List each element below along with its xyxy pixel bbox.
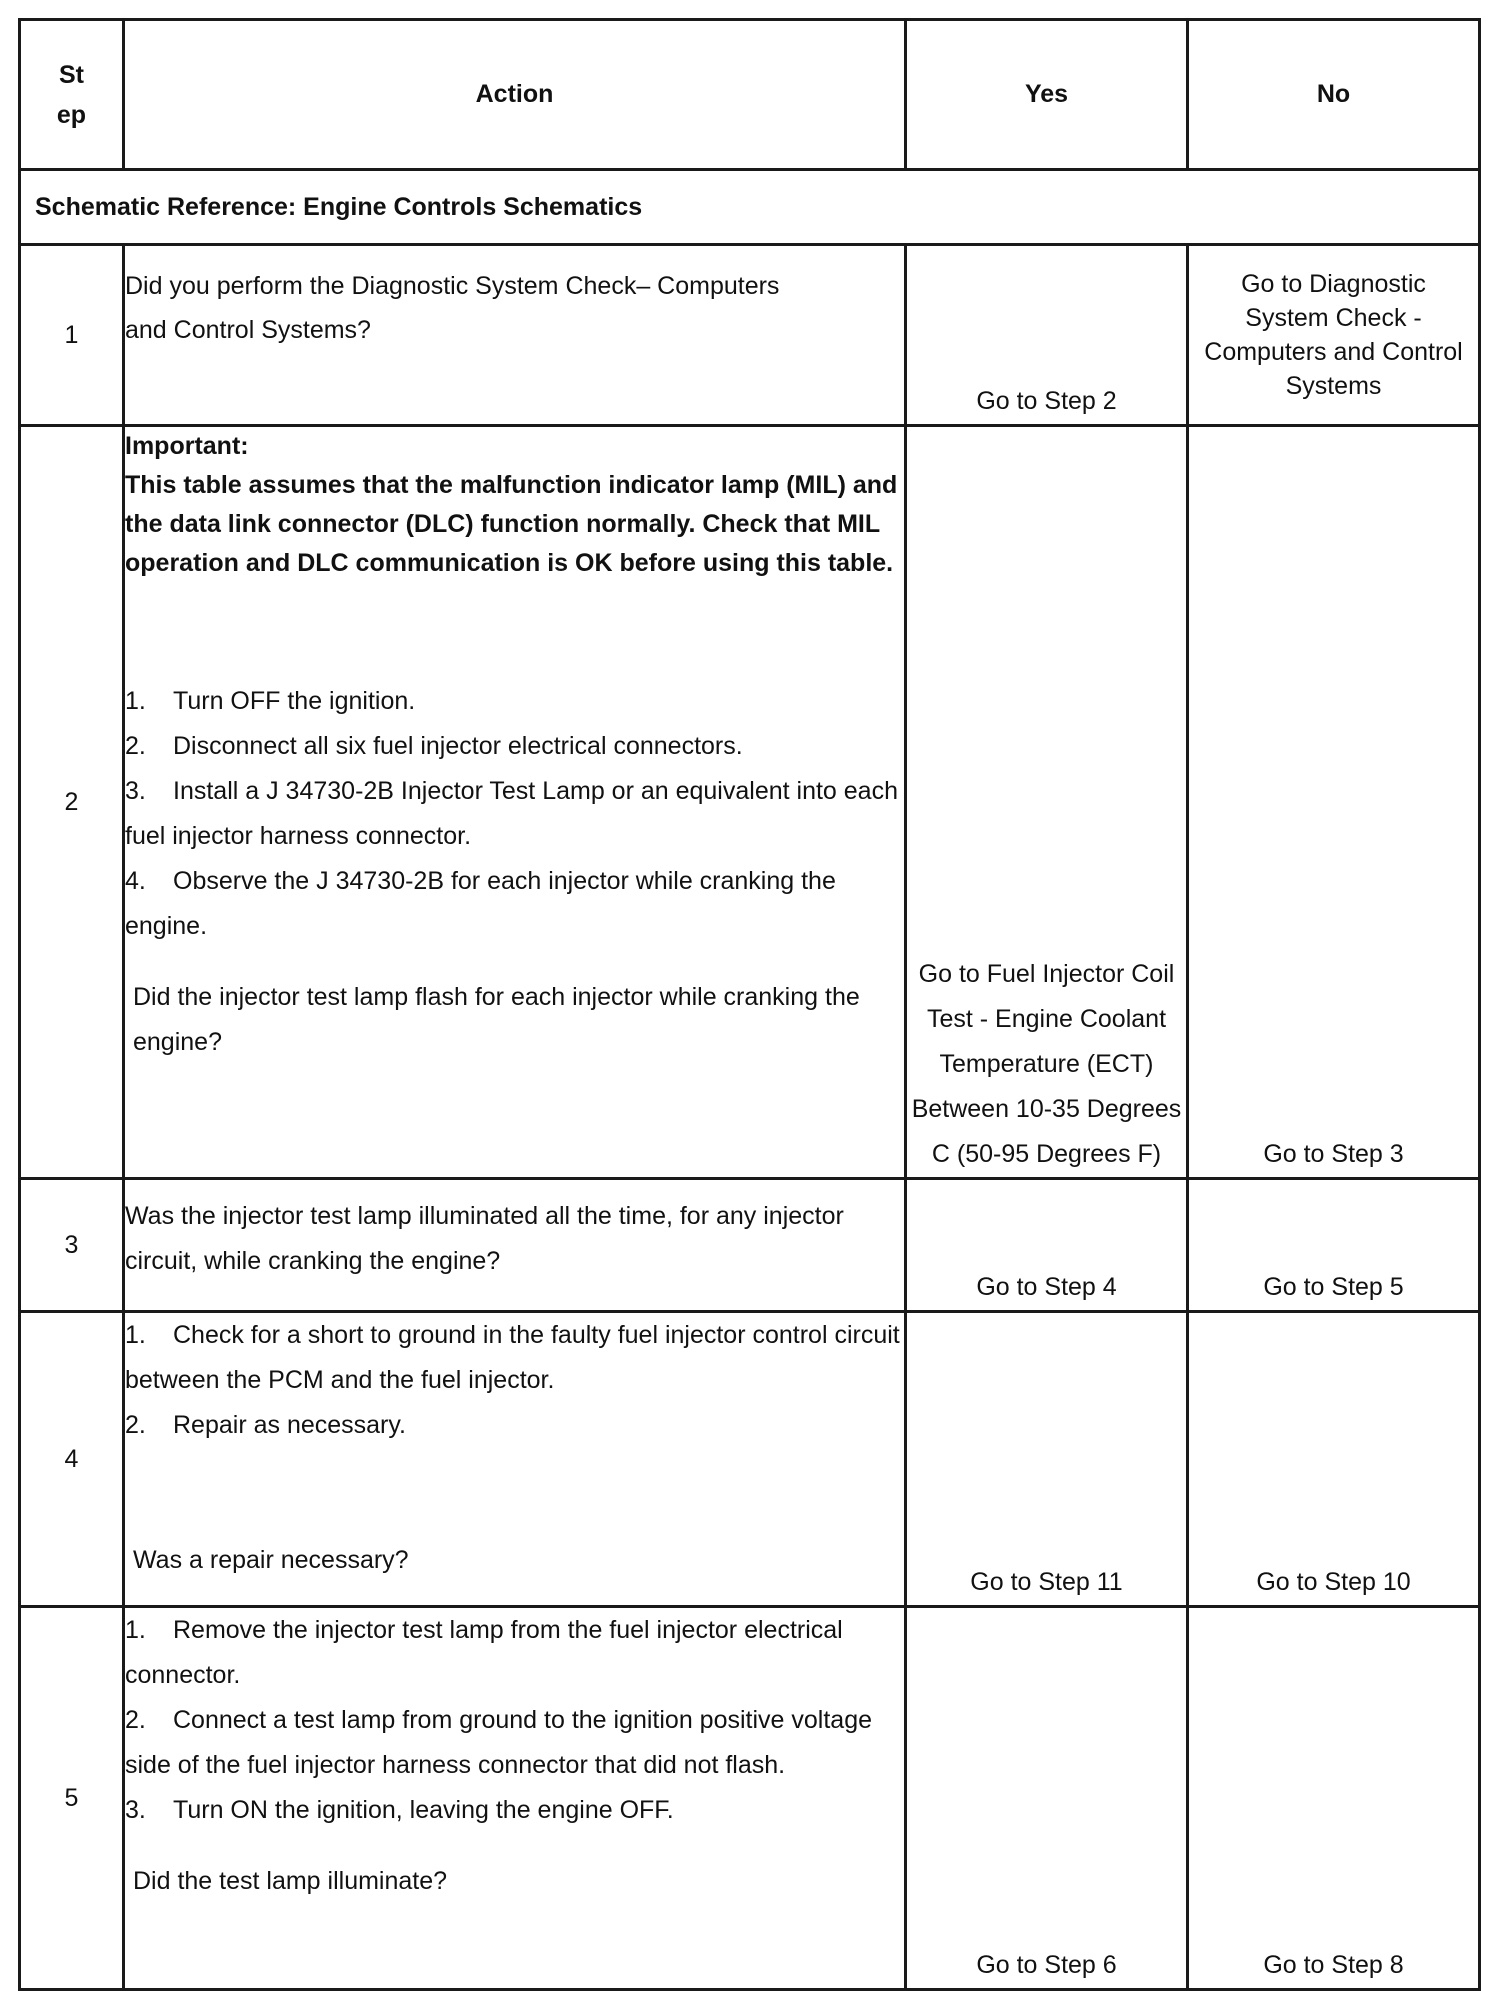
action-cell xyxy=(124,1312,906,1607)
item-text: Turn OFF the ignition. xyxy=(173,687,416,715)
item-number: 1. xyxy=(125,1616,146,1644)
yes-link[interactable]: Go to Fuel Injector Coil Test - Engine Coolant Temperature (ECT) Between 10-35 Degrees C (50-95 Degrees F) xyxy=(906,426,1188,1179)
table-row xyxy=(20,1607,1480,1990)
step-number: 5 xyxy=(20,1607,124,1990)
table-row xyxy=(20,245,1480,426)
header-action: Action xyxy=(124,20,906,170)
important-text: This table assumes that the malfunction indicator lamp (MIL) and the data link connector (DLC) function normally. Check that MIL operation and DLC communication is OK before using this table. xyxy=(125,471,898,577)
important-label: Important: xyxy=(125,432,249,460)
item-number: 1. xyxy=(125,687,146,715)
header-yes: Yes xyxy=(906,20,1188,170)
action-cell xyxy=(124,426,906,1179)
table-row xyxy=(20,1312,1480,1607)
header-row xyxy=(20,20,1480,170)
item-text: Turn ON the ignition, leaving the engine OFF. xyxy=(173,1796,674,1824)
yes-link[interactable]: Go to Step 4 xyxy=(906,1179,1188,1312)
header-no: No xyxy=(1188,20,1480,170)
no-link[interactable]: Go to Step 10 xyxy=(1188,1312,1480,1607)
yes-link[interactable]: Go to Step 6 xyxy=(906,1607,1188,1990)
action-cell xyxy=(124,1607,906,1990)
list-item xyxy=(125,679,904,724)
header-step-line1: St xyxy=(59,60,84,89)
yes-link[interactable]: Go to Step 11 xyxy=(906,1312,1188,1607)
list-item xyxy=(125,1698,904,1788)
step-number: 3 xyxy=(20,1179,124,1312)
item-text: Observe the J 34730-2B for each injector while cranking the engine. xyxy=(125,867,836,940)
item-number: 2. xyxy=(125,1706,146,1734)
important-note xyxy=(125,427,904,583)
step-number: 2 xyxy=(20,426,124,1179)
question: Did you perform the Diagnostic System Check– Computers and Control Systems? xyxy=(125,272,780,344)
item-text: Disconnect all six fuel injector electrical connectors. xyxy=(173,732,743,760)
item-number: 2. xyxy=(125,732,146,760)
question: Did the injector test lamp flash for each injector while cranking the engine? xyxy=(133,983,860,1056)
list-item xyxy=(125,724,904,769)
item-text: Connect a test lamp from ground to the ignition positive voltage side of the fuel injector harness connector that did not flash. xyxy=(125,1706,873,1779)
item-text: Remove the injector test lamp from the fuel injector electrical connector. xyxy=(125,1616,843,1689)
item-number: 3. xyxy=(125,777,146,805)
item-number: 3. xyxy=(125,1796,146,1824)
list-item xyxy=(125,1788,904,1833)
yes-link[interactable]: Go to Step 2 xyxy=(906,245,1188,426)
table-row xyxy=(20,426,1480,1179)
header-step xyxy=(20,20,124,170)
list-item xyxy=(125,1313,904,1403)
list-item xyxy=(125,1608,904,1698)
item-number: 1. xyxy=(125,1321,146,1349)
no-link[interactable]: Go to Diagnostic System Check - Computers and Control Systems xyxy=(1188,245,1480,426)
action-cell xyxy=(124,245,906,426)
list-item xyxy=(125,769,904,859)
question: Was the injector test lamp illuminated all the time, for any injector circuit, while cranking the engine? xyxy=(125,1202,844,1275)
question: Did the test lamp illuminate? xyxy=(133,1867,448,1895)
action-cell xyxy=(124,1179,906,1312)
diagnostic-table xyxy=(18,18,1481,1991)
step-number: 4 xyxy=(20,1312,124,1607)
table-row xyxy=(20,1179,1480,1312)
question: Was a repair necessary? xyxy=(133,1546,409,1574)
item-number: 2. xyxy=(125,1411,146,1439)
no-link[interactable]: Go to Step 5 xyxy=(1188,1179,1480,1312)
no-link[interactable]: Go to Step 8 xyxy=(1188,1607,1480,1990)
item-text: Check for a short to ground in the faulty fuel injector control circuit between the PCM and the fuel injector. xyxy=(125,1321,900,1394)
item-text: Install a J 34730-2B Injector Test Lamp or an equivalent into each fuel injector harness connector. xyxy=(125,777,898,850)
schematic-reference-row xyxy=(20,170,1480,245)
step-number: 1 xyxy=(20,245,124,426)
schematic-reference: Schematic Reference: Engine Controls Schematics xyxy=(20,170,1480,245)
list-item xyxy=(125,1403,904,1448)
no-link[interactable]: Go to Step 3 xyxy=(1188,426,1480,1179)
item-text: Repair as necessary. xyxy=(173,1411,406,1439)
header-step-line2: ep xyxy=(56,100,87,129)
item-number: 4. xyxy=(125,867,146,895)
list-item xyxy=(125,859,904,949)
